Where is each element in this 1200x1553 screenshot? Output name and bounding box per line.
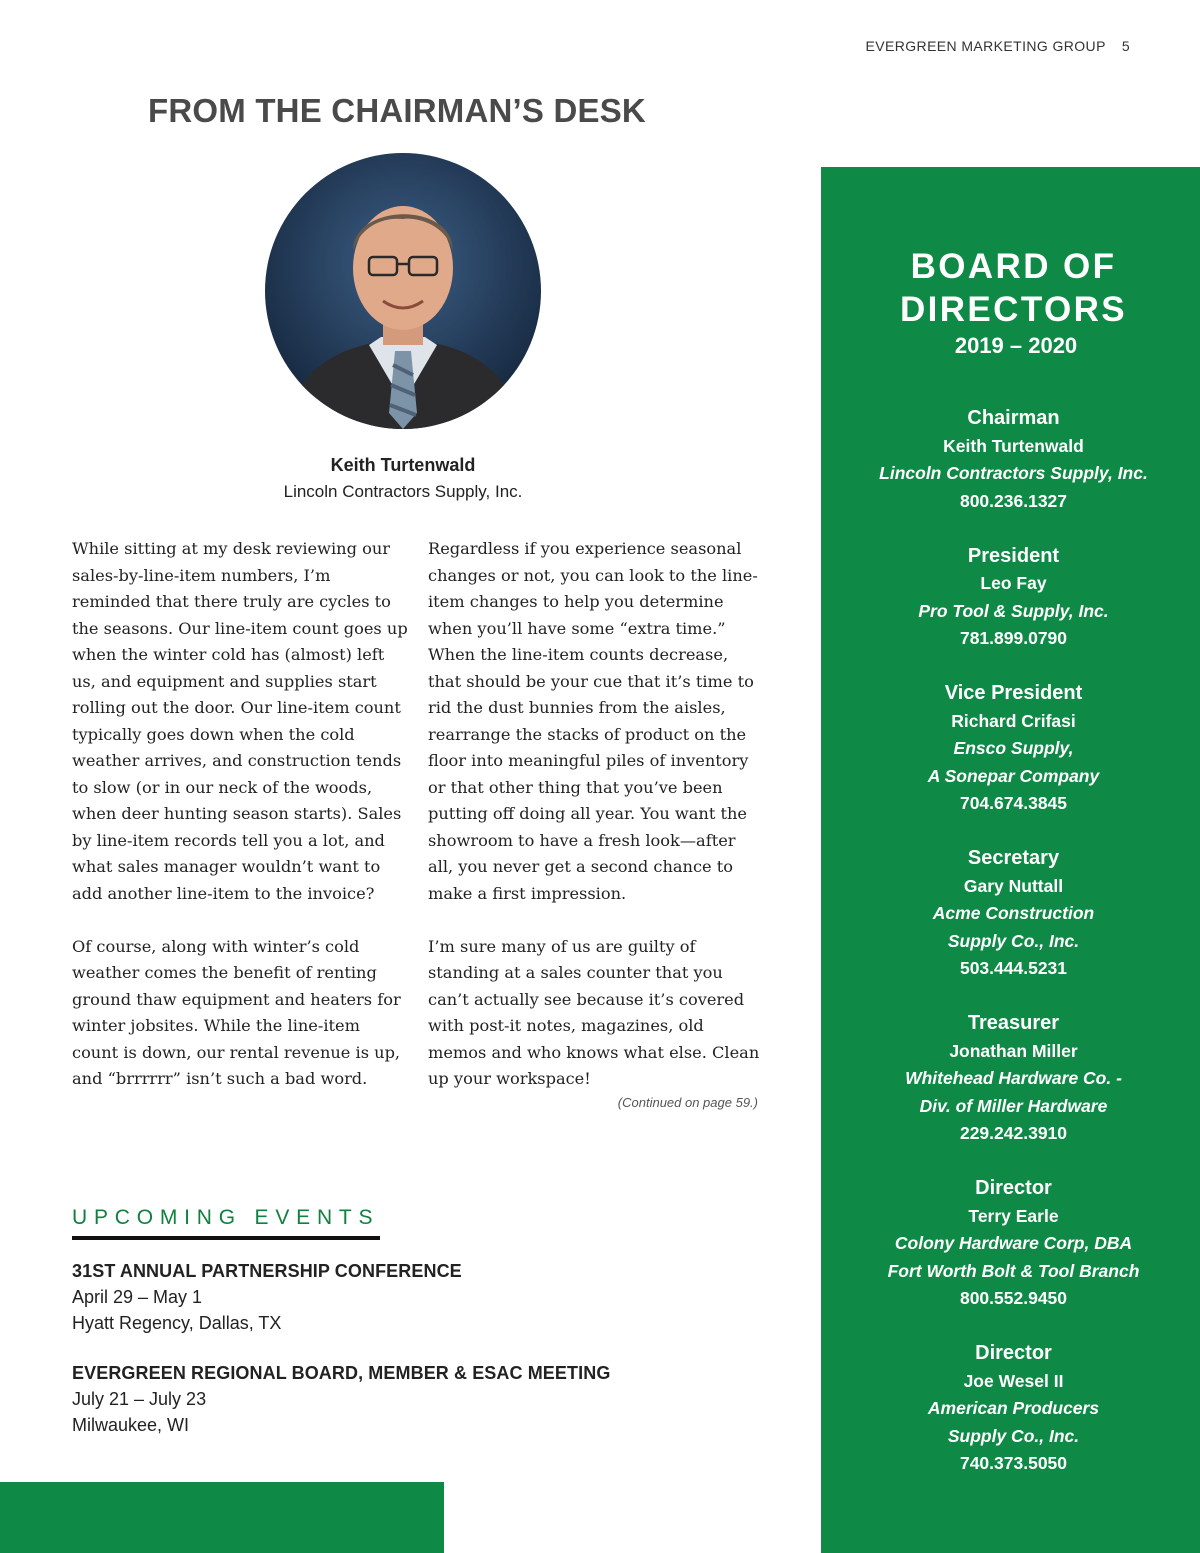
- officer-list: [821, 405, 1200, 1505]
- officer-entry: [821, 405, 1200, 515]
- event-dates: July 21 – July 23: [72, 1389, 207, 1409]
- officer-name: Keith Turtenwald: [943, 435, 1084, 456]
- officer-role: Director: [975, 1177, 1052, 1199]
- publication-name: EVERGREEN MARKETING GROUP: [865, 38, 1106, 54]
- officer-company: Supply Co., Inc.: [947, 1425, 1080, 1446]
- article-paragraph: Regardless if you experience seasonal changes or not, you can look to the line-item changes to help you determine when you’ll have some “extra time.” When the line-item counts decrease, that should be your cue that it’s time to rid the dust bunnies from the aisles, rearrange the stacks of product on the floor into meaningful piles of inventory or that other thing that you’ve been putting off doing all year. You want the showroom to have a fresh look—after all, you never get a second chance to make a first impression.: [428, 539, 758, 903]
- officer-role: Secretary: [967, 847, 1060, 869]
- officer-role: Chairman: [967, 407, 1060, 429]
- event-dates: April 29 – May 1: [72, 1287, 203, 1307]
- event-item: [72, 1360, 610, 1438]
- officer-company: Div. of Miller Hardware: [919, 1095, 1108, 1116]
- bottom-accent-bar: [0, 1482, 444, 1553]
- event-item: [72, 1258, 462, 1336]
- article-paragraph: Of course, along with winter’s cold weather comes the benefit of renting ground thaw equipment and heaters for winter jobsites. While the line-item count is down, our rental revenue is up, and “brrrrrr” isn’t such a bad word.: [72, 936, 401, 1088]
- running-header: [866, 38, 1130, 54]
- article-column-left: [72, 536, 408, 1119]
- continued-note: (Continued on page 59.): [617, 1095, 758, 1110]
- officer-role: Director: [975, 1342, 1052, 1364]
- officer-phone: 229.242.3910: [959, 1123, 1068, 1143]
- board-title: [821, 245, 1200, 331]
- photo-caption: [200, 452, 606, 506]
- officer-company: Pro Tool & Supply, Inc.: [918, 600, 1109, 621]
- officer-entry: [821, 1010, 1200, 1148]
- upcoming-events-heading: UPCOMING EVENTS: [72, 1206, 380, 1240]
- officer-phone: 800.552.9450: [959, 1288, 1068, 1308]
- officer-name: Gary Nuttall: [963, 875, 1064, 896]
- board-title-line: BOARD OF: [910, 247, 1117, 286]
- officer-company: Lincoln Contractors Supply, Inc.: [879, 463, 1148, 483]
- officer-company: Whitehead Hardware Co. -: [905, 1068, 1122, 1088]
- portrait-photo: [265, 153, 541, 429]
- officer-name: Terry Earle: [968, 1205, 1059, 1226]
- officer-phone: 704.674.3845: [959, 793, 1068, 813]
- officer-name: Joe Wesel II: [963, 1370, 1064, 1391]
- event-title: EVERGREEN REGIONAL BOARD, MEMBER & ESAC MEETING: [72, 1363, 611, 1383]
- event-location: Hyatt Regency, Dallas, TX: [72, 1313, 282, 1333]
- officer-entry: [821, 1175, 1200, 1313]
- officer-name: Leo Fay: [980, 573, 1047, 593]
- page-number: 5: [1121, 38, 1130, 54]
- officer-company: Fort Worth Bolt & Tool Branch: [887, 1260, 1140, 1281]
- officer-role: President: [967, 544, 1060, 567]
- article-paragraph: While sitting at my desk reviewing our sales-by-line-item numbers, I’m reminded that there truly are cycles to the seasons. Our line-item count goes up when the winter cold has (almost) left us, and equipment and supplies start rolling out the door. Our line-item count typically goes down when the cold weather arrives, and construction tends to slow (or in our neck of the woods, when deer hunting season starts). Sales by line-item records tell you a lot, and what sales manager wouldn’t want to add another line-item to the invoice?: [72, 539, 408, 903]
- page-title: FROM THE CHAIRMAN’S DESK: [148, 92, 646, 129]
- officer-phone: 800.236.1327: [959, 490, 1068, 511]
- board-of-directors-sidebar: [821, 167, 1200, 1553]
- officer-phone: 740.373.5050: [959, 1453, 1068, 1473]
- caption-name: Keith Turtenwald: [330, 455, 476, 475]
- article-paragraph: I’m sure many of us are guilty of standing at a sales counter that you can’t actually see because it’s covered with post-it notes, magazines, old memos and who knows what else. Clean up your workspace!: [428, 936, 760, 1088]
- officer-entry: [821, 543, 1200, 653]
- officer-entry: [821, 845, 1200, 983]
- officer-company: Acme Construction: [932, 903, 1095, 923]
- officer-name: Jonathan Miller: [949, 1040, 1078, 1061]
- officer-company: Ensco Supply,: [953, 738, 1074, 758]
- officer-entry: [821, 680, 1200, 818]
- officer-phone: 503.444.5231: [959, 958, 1068, 978]
- officer-company: Supply Co., Inc.: [947, 930, 1080, 951]
- article-column-right: [428, 536, 763, 1113]
- officer-name: Richard Crifasi: [951, 710, 1076, 731]
- caption-company: Lincoln Contractors Supply, Inc.: [283, 482, 523, 501]
- officer-company: A Sonepar Company: [927, 765, 1100, 786]
- officer-company: Colony Hardware Corp, DBA: [894, 1233, 1133, 1253]
- officer-company: American Producers: [927, 1398, 1100, 1418]
- event-title: 31ST ANNUAL PARTNERSHIP CONFERENCE: [72, 1261, 462, 1281]
- portrait-illustration: [265, 153, 541, 429]
- board-title-line: DIRECTORS: [899, 290, 1128, 329]
- officer-entry: [821, 1340, 1200, 1478]
- board-years: 2019 – 2020: [954, 333, 1078, 358]
- officer-role: Treasurer: [967, 1012, 1060, 1034]
- officer-role: Vice President: [944, 682, 1083, 704]
- officer-phone: 781.899.0790: [959, 628, 1068, 648]
- event-location: Milwaukee, WI: [72, 1415, 190, 1435]
